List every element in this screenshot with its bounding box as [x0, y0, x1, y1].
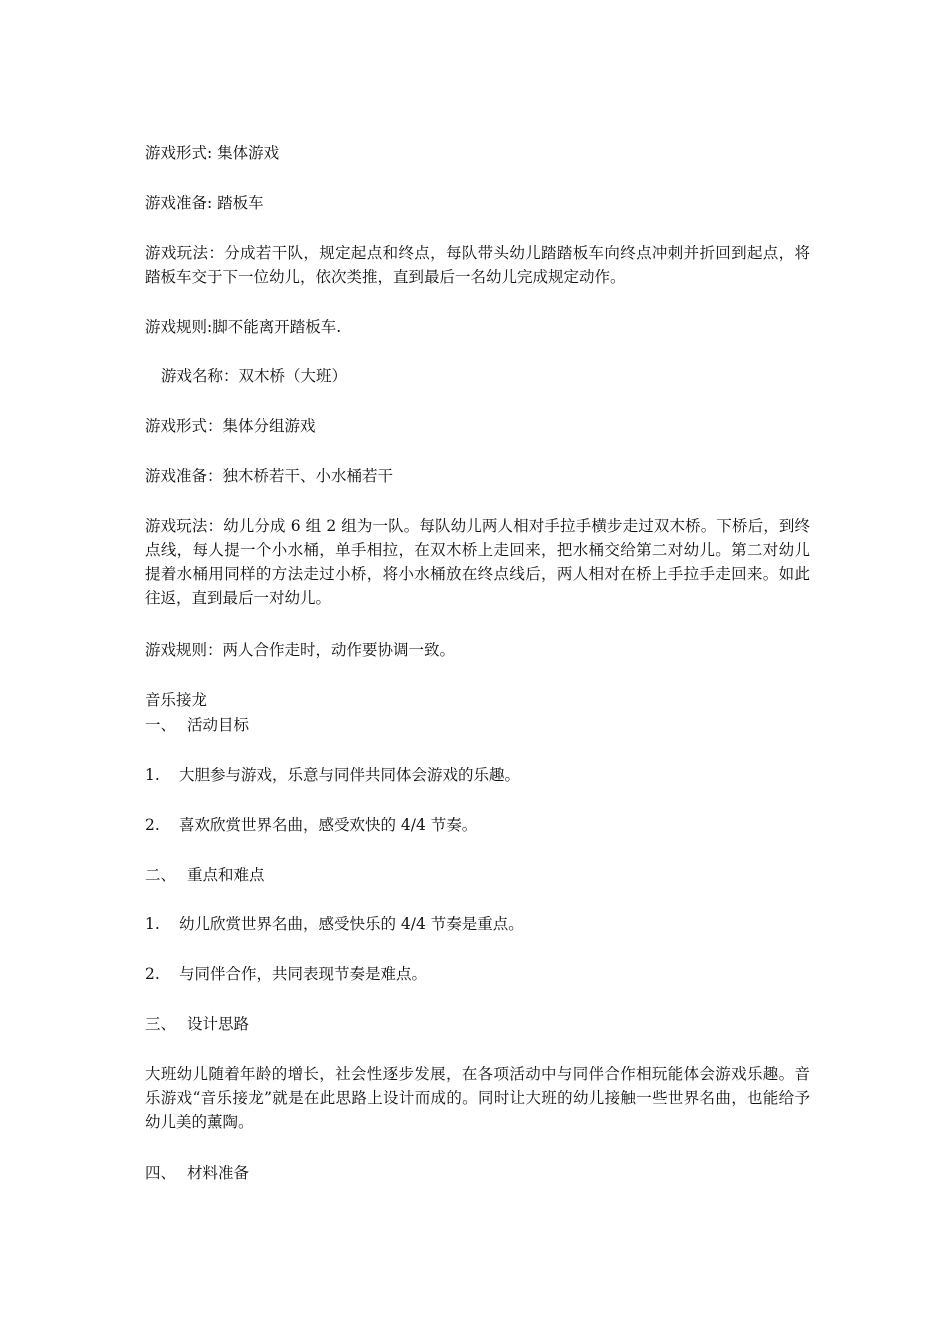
list-item-text: 喜欢欣赏世界名曲，感受欢快的 4/4 节奏。	[179, 816, 478, 834]
list-item-number: 1.	[145, 766, 160, 784]
list-item-number: 2.	[145, 816, 160, 834]
game2-prep: 游戏准备：独木桥若干、小水桶若干	[145, 467, 394, 485]
section-label: 重点和难点	[187, 866, 265, 884]
list-item-number: 2.	[145, 965, 160, 983]
game1-form: 游戏形式: 集体游戏	[145, 144, 280, 162]
list-item-number: 1.	[145, 915, 160, 933]
section-number: 二、	[145, 866, 177, 884]
game2-rule: 游戏规则：两人合作走时，动作要协调一致。	[145, 641, 456, 659]
game2-form: 游戏形式：集体分组游戏	[145, 417, 316, 435]
list-item	[145, 912, 524, 936]
section-heading-design	[145, 1012, 249, 1036]
section-number: 四、	[145, 1164, 177, 1182]
game1-play: 游戏玩法：分成若干队，规定起点和终点，每队带头幼儿踏踏板车向终点冲刺并折回到起点，将踏板车交于下一位幼儿，依次类推，直到最后一名幼儿完成规定动作。	[145, 244, 810, 286]
list-item-text: 幼儿欣赏世界名曲，感受快乐的 4/4 节奏是重点。	[179, 915, 524, 933]
section-number: 一、	[145, 716, 177, 734]
game1-rule: 游戏规则:脚不能离开踏板车.	[145, 318, 342, 336]
section-label: 活动目标	[187, 716, 250, 734]
section-heading-focus	[145, 863, 265, 887]
section-heading-goals	[145, 713, 249, 737]
list-item	[145, 763, 520, 787]
section-label: 设计思路	[187, 1015, 250, 1033]
game2-name: 游戏名称：双木桥（大班）	[161, 367, 348, 385]
section-heading-materials	[145, 1161, 249, 1185]
game2-play: 游戏玩法：幼儿分成 6 组 2 组为一队。每队幼儿两人相对手拉手横步走过双木桥。下桥后，到终点线，每人提一个小水桶，单手相拉，在双木桥上走回来，把水桶交给第二对幼儿。第二对幼儿提着水桶用同样的方法走过小桥，将小水桶放在终点线后，两人相对在桥上手拉手走回来。如此往返，直到最后一对幼儿。	[145, 517, 810, 607]
game1-prep: 游戏准备: 踏板车	[145, 194, 264, 212]
section-label: 材料准备	[187, 1164, 250, 1182]
music-title: 音乐接龙	[145, 691, 208, 709]
list-item	[145, 962, 427, 986]
design-paragraph: 大班幼儿随着年龄的增长，社会性逐步发展，在各项活动中与同伴合作相玩能体会游戏乐趣。音乐游戏“音乐接龙”就是在此思路上设计而成的。同时让大班的幼儿接触一些世界名曲，也能给予幼儿美的薰陶。	[145, 1065, 810, 1131]
list-item	[145, 813, 477, 837]
section-number: 三、	[145, 1015, 177, 1033]
list-item-text: 大胆参与游戏，乐意与同伴共同体会游戏的乐趣。	[179, 766, 521, 784]
list-item-text: 与同伴合作，共同表现节奏是难点。	[179, 965, 428, 983]
